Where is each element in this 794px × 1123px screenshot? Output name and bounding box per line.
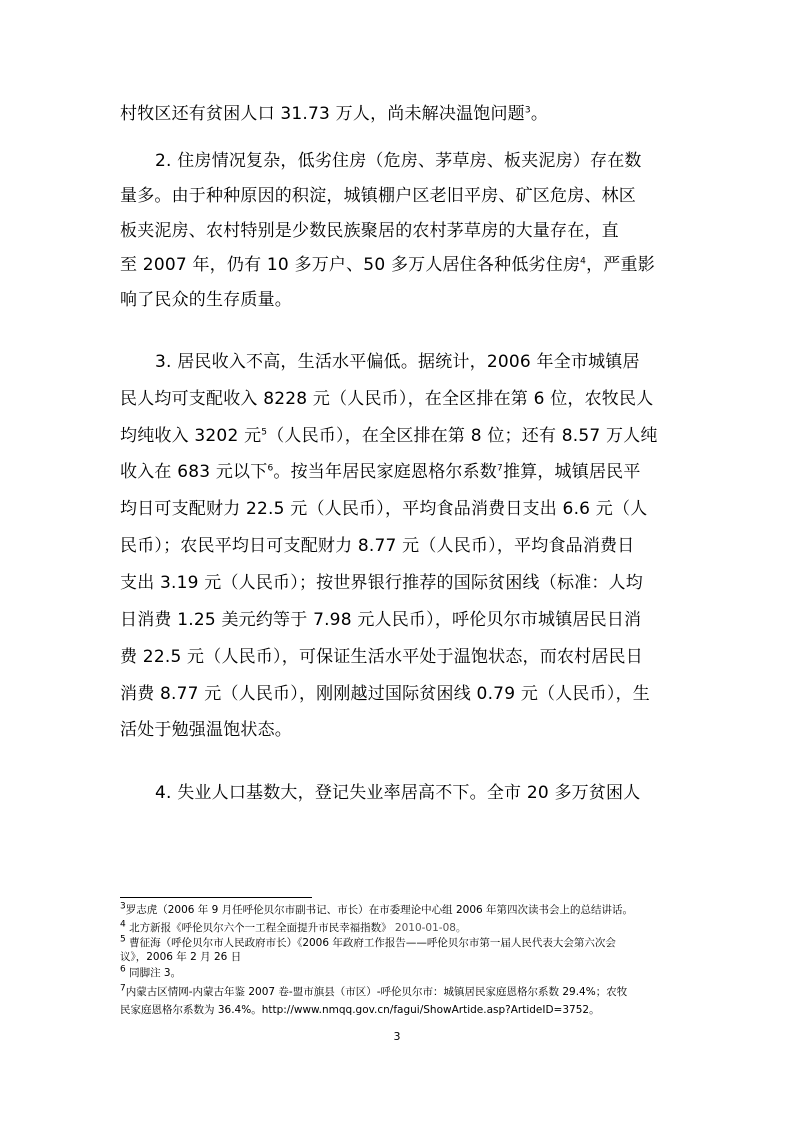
body-text-run: ，严重影	[586, 255, 655, 275]
footnote-mark: 6	[120, 964, 126, 975]
footnote-ref: 3	[524, 105, 531, 116]
body-text-run: 费 22.5 元（人民币），可保证生活水平处于温饱状态，而农村居民日	[120, 647, 643, 667]
body-line	[120, 535, 680, 557]
body-line	[120, 289, 680, 311]
footnote-line	[120, 950, 690, 964]
footnote-line	[120, 985, 690, 999]
footnote-date: 2010-01-08。	[391, 922, 467, 934]
body-text-run: 村牧区还有贫困人口 31.73 万人，尚未解决温饱问题	[120, 104, 525, 124]
body-line	[120, 683, 680, 705]
body-text-run: 量多。由于种种原因的积淀，城镇棚户区老旧平房、矿区危房、林区	[120, 186, 636, 206]
body-line	[155, 782, 680, 804]
body-line	[120, 103, 680, 125]
footnote-ref: 7	[497, 463, 503, 474]
footnote-ref: 5	[261, 427, 268, 438]
footnote-line	[120, 966, 690, 980]
body-text-run: 响了民众的生存质量。	[120, 290, 292, 310]
body-line	[155, 351, 680, 373]
body-text-run: 2. 住房情况复杂，低劣住房（危房、茅草房、板夹泥房）存在数	[155, 151, 642, 171]
footnote-text: 北方新报《呼伦贝尔六个一工程全面提升市民幸福指数》	[125, 922, 392, 934]
body-line	[120, 254, 680, 276]
body-line	[120, 609, 680, 631]
footnote-text: 民家庭恩格尔系数为 36.4%。http://www.nmqq.gov.cn/fagui/ShowArtide.asp?ArtideID=3752。	[120, 1004, 600, 1016]
body-text-run: 推算，城镇居民平	[502, 462, 641, 482]
body-text-run: 支出 3.19 元（人民币）；按世界银行推荐的国际贫困线（标准：人均	[120, 573, 643, 593]
body-text-run: 日消费 1.25 美元约等于 7.98 元人民币），呼伦贝尔市城镇居民日消	[120, 610, 642, 630]
body-line	[155, 150, 680, 172]
body-text-run: 4. 失业人口基数大，登记失业率居高不下。全市 20 多万贫困人	[155, 783, 641, 803]
body-line	[120, 425, 680, 447]
body-line	[120, 572, 680, 594]
body-text-run: 。按当年居民家庭恩格尔系数	[273, 462, 498, 482]
footnote-text: 同脚注 3。	[125, 967, 182, 979]
body-text-run: 活处于勉强温饱状态。	[120, 720, 292, 740]
footnote-mark: 7	[120, 983, 126, 994]
footnote-ref: 6	[267, 463, 274, 474]
body-text-run: 收入在 683 元以下	[120, 462, 268, 482]
footnote-separator	[120, 897, 312, 898]
footnote-text: 议》，2006 年 2 月 26 日	[120, 951, 242, 963]
body-text-run: 民人均可支配收入 8228 元（人民币），在全区排在第 6 位，农牧民人	[120, 389, 654, 409]
body-line	[120, 185, 680, 207]
footnote-line	[120, 903, 690, 917]
footnote-ref: 4	[580, 256, 587, 267]
footnote-text: 罗志虎（2006 年 9 月任呼伦贝尔市副书记、市长）在市委理论中心组 2006 年第四次读书会上的总结讲话。	[125, 904, 634, 916]
body-line	[120, 498, 680, 520]
body-text-run: 至 2007 年，仍有 10 多万户、50 多万人居住各种低劣住房	[120, 255, 581, 275]
footnote-text: 曹征海（呼伦贝尔市人民政府市长）《2006 年政府工作报告——呼伦贝尔市第一届人民代表大会第六次会	[125, 937, 616, 949]
body-line	[120, 646, 680, 668]
body-line	[120, 388, 680, 410]
body-text-run: 。	[530, 104, 549, 124]
body-text-run: 板夹泥房、农村特别是少数民族聚居的农村茅草房的大量存在，直	[120, 221, 619, 241]
body-text-run: 均日可支配财力 22.5 元（人民币），平均食品消费日支出 6.6 元（人	[120, 499, 648, 519]
footnote-mark: 3	[120, 901, 126, 912]
footnote-mark: 4	[120, 919, 126, 930]
page-number: 3	[393, 1030, 401, 1043]
body-text-run: 均纯收入 3202 元	[120, 426, 262, 446]
body-line	[120, 719, 680, 741]
body-text-run: 民币）；农民平均日可支配财力 8.77 元（人民币），平均食品消费日	[120, 536, 635, 556]
footnote-line	[120, 1003, 690, 1017]
body-line	[120, 220, 680, 242]
footnote-line	[120, 921, 690, 935]
body-text-run: 3. 居民收入不高，生活水平偏低。据统计，2006 年全市城镇居	[155, 352, 640, 372]
body-line	[120, 461, 680, 483]
body-text-run: 消费 8.77 元（人民币），刚刚越过国际贫困线 0.79 元（人民币），生	[120, 684, 650, 704]
footnote-mark: 5	[120, 934, 126, 945]
body-text-run: （人民币），在全区排在第 8 位；还有 8.57 万人纯	[267, 426, 658, 446]
footnote-text: 内蒙古区情网-内蒙古年鉴 2007 卷-盟市旗县（市区）-呼伦贝尔市：城镇居民家庭恩格尔系数 29.4%；农牧	[125, 986, 628, 998]
footnote-line	[120, 936, 690, 950]
